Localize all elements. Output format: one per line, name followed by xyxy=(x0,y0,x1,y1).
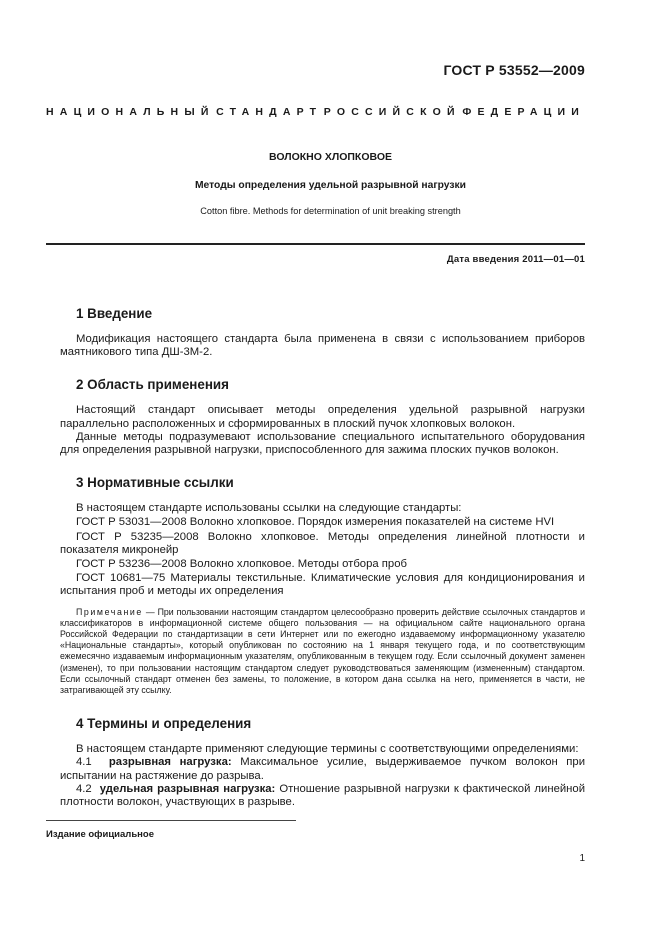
page-number: 1 xyxy=(579,853,585,864)
document-number: ГОСТ Р 53552—2009 xyxy=(443,62,585,78)
reference-item: ГОСТ Р 53031—2008 Волокно хлопковое. Порядок измерения показателей на системе HVI xyxy=(76,516,555,529)
section-normative-references xyxy=(60,475,585,696)
term-text: Отношение разрывной нагрузки к фактической линейной плотности волокон, участвующих в разрыве. xyxy=(60,782,586,809)
paragraph: В настоящем стандарте использованы ссылки на следующие стандарты: xyxy=(76,502,462,515)
banner-word-2: СТАНДАРТ xyxy=(216,106,323,118)
header-rule xyxy=(46,243,585,245)
note xyxy=(60,607,585,697)
term-name: разрывная нагрузка: xyxy=(108,756,232,769)
title-english: Cotton fibre. Methods for determination of unit breaking strength xyxy=(200,206,461,216)
term-definition xyxy=(60,756,585,782)
banner-word-1: НАЦИОНАЛЬНЫЙ xyxy=(46,106,215,118)
paragraph: В настоящем стандарте применяют следующие термины с соответствующими определениями: xyxy=(76,743,579,756)
term-name: удельная разрывная нагрузка: xyxy=(99,782,276,795)
section-heading: 2 Область применения xyxy=(76,377,229,393)
date-of-introduction: Дата введения 2011—01—01 xyxy=(446,254,585,265)
term-text: Максимальное усилие, выдерживаемое пучком волокон при испытании на растяжение до разрыва. xyxy=(60,756,586,782)
term-definition xyxy=(60,783,585,809)
section-scope xyxy=(60,377,585,457)
banner-word-3: РОССИЙСКОЙ xyxy=(323,106,461,118)
paragraph: Настоящий стандарт описывает методы определения удельной разрывной нагрузки параллельно расположенных и сформированных в плоский пучок хлопковых волокон. xyxy=(60,404,585,430)
section-heading: 1 Введение xyxy=(76,306,153,321)
reference-item: ГОСТ Р 53236—2008 Волокно хлопковое. Методы отбора проб xyxy=(76,558,407,571)
title-main: ВОЛОКНО ХЛОПКОВОЕ xyxy=(269,151,392,163)
section-heading: 3 Нормативные ссылки xyxy=(76,475,234,491)
paragraph: Данные методы подразумевают использование специального испытательного оборудования для определения разрывной нагрузки, приспособленного для зажима плоских пучков волокон. xyxy=(60,430,585,457)
term-number: 4.2 xyxy=(76,782,92,795)
note-label: Примечание xyxy=(76,606,143,617)
reference-item: ГОСТ 10681—75 Материалы текстильные. Климатические условия для кондиционирования и испытания проб и методы их определения xyxy=(60,572,585,598)
banner-word-4: ФЕДЕРАЦИИ xyxy=(462,106,585,118)
section-terms-definitions xyxy=(60,716,585,809)
footer-rule xyxy=(46,820,296,821)
term-number: 4.1 xyxy=(76,756,92,769)
edition-label: Издание официальное xyxy=(46,829,154,840)
title-sub: Методы определения удельной разрывной нагрузки xyxy=(194,180,467,191)
reference-item: ГОСТ Р 53235—2008 Волокно хлопковое. Методы определения линейной плотности и показателя микронейр xyxy=(60,530,585,556)
document-body xyxy=(60,306,585,809)
national-standard-banner xyxy=(46,106,585,118)
section-introduction xyxy=(60,306,585,359)
paragraph: Модификация настоящего стандарта была применена в связи с использованием приборов маятникового типа ДШ-3М-2. xyxy=(60,333,585,359)
note-text: — При пользовании настоящим стандартом целесообразно проверить действие ссылочных стандартов и классификаторов в информационной системе общего пользования — на официальном сайте национального органа Российской Федерации по стандартизации в сети Интернет или по ежегодно издаваемому информационному указателю «Национальные стандарты», который опубликован по состоянию на 1 января текущего года, и по соответствующим ежемесячно издаваемым информационным указателям, опубликованным в текущем году. Если ссылочный документ заменен (изменен), то при пользовании настоящим стандартом следует руководствоваться заменяющим (измененным) стандартом. Если ссылочный стандарт отменен без замены, то положение, в котором дана ссылка на него, применяется в части, не затрагивающей эту ссылку. xyxy=(60,606,585,696)
section-heading: 4 Термины и определения xyxy=(76,716,252,732)
